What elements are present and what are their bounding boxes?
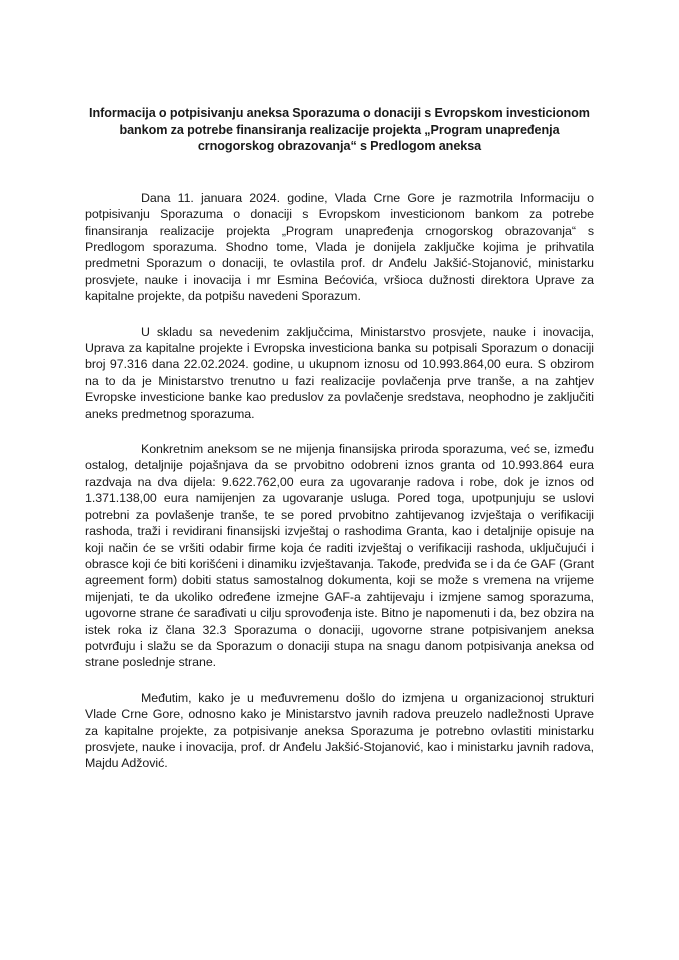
document-body bbox=[85, 155, 594, 772]
paragraph: Dana 11. januara 2024. godine, Vlada Crne Gore je razmotrila Informaciju o potpisivanju Sporazuma o donaciji s Evropskom investicionom bankom za potrebe finansiranja realizacije projekta „Program unapređenja crnogorskog obrazovanja“ s Predlogom sporazuma. Shodno tome, Vlada je donijela zaključke kojima je prihvatila predmetni Sporazum o donaciji, te ovlastila prof. dr Anđelu Jakšić-Stojanović, ministarku prosvjete, nauke i inovacija i mr Esmina Bećovića, vršioca dužnosti direktora Uprave za kapitalne projekte, da potpišu navedeni Sporazum. bbox=[85, 190, 594, 304]
page-title: Informacija o potpisivanju aneksa Sporazuma o donaciji s Evropskom investicionom bankom za potrebe finansiranja realizacije projekta „Program unapređenja crnogorskog obrazovanja“ s Predlogom aneksa bbox=[89, 106, 590, 154]
paragraph: U skladu sa nevedenim zaključcima, Ministarstvo prosvjete, nauke i inovacija, Uprava za kapitalne projekte i Evropska investiciona banka su potpisali Sporazum o donaciji broj 97.316 dana 22.02.2024. godine, u ukupnom iznosu od 10.993.864,00 eura. S obzirom na to da je Ministarstvo trenutno u fazi realizacije povlačenja prve tranše, a na zahtjev Evropske investicione banke kao preduslov za povlačenje sredstava, neophodno je zaključiti aneks predmetnog sporazuma. bbox=[85, 324, 594, 421]
paragraph: Konkretnim aneksom se ne mijenja finansijska priroda sporazuma, već se, između ostalog, detaljnije pojašnjava da se prvobitno odobreni iznos granta od 10.993.864 eura razdvaja na dva dijela: 9.622.762,00 eura za ugovaranje radova i robe, dok je iznos od 1.371.138,00 eura namijenjen za ugovaranje usluga. Pored toga, upotpunjuju se uslovi potrebni za povlašenje tranše, te se pored prvobitno zahtijevanog izvještaja o verifikaciji rashoda, traži i revidirani finansijski izvještaj o rashodima Granta, kao i detaljnije opisuje na koji način će se vršiti odabir firme koja će raditi izvještaj o verifikaciji rashoda, uključujući i obrasce koji će biti korišćeni i dinamiku izvještavanja. Takođe, predviđa se i da će GAF (Grant agreement form) dobiti status samostalnog dokumenta, koji se može s vremena na vrijeme mijenjati, te da ukoliko određene izmejne GAF-a zahtijevaju i izmjene samog sporazuma, ugovorne strane će sarađivati u cilju sprovođenja iste. Bitno je napomenuti i da, bez obzira na istek roka iz člana 32.3 Sporazuma o donaciji, ugovorne strane potpisivanjem aneksa potvrđuju i slažu se da Sporazum o donaciji stupa na snagu danom potpisivanja aneksa od strane poslednje strane. bbox=[85, 442, 594, 670]
paragraph: Međutim, kako je u međuvremenu došlo do izmjena u organizacionoj strukturi Vlade Crne Gore, odnosno kako je Ministarstvo javnih radova preuzelo nadležnosti Uprave za kapitalne projekte, za potpisivanje aneksa Sporazuma je potrebno ovlastiti ministarku prosvjete, nauke i inovacija, prof. dr Anđelu Jakšić-Stojanović, kao i ministarku javnih radova, Majdu Adžović. bbox=[85, 690, 594, 771]
